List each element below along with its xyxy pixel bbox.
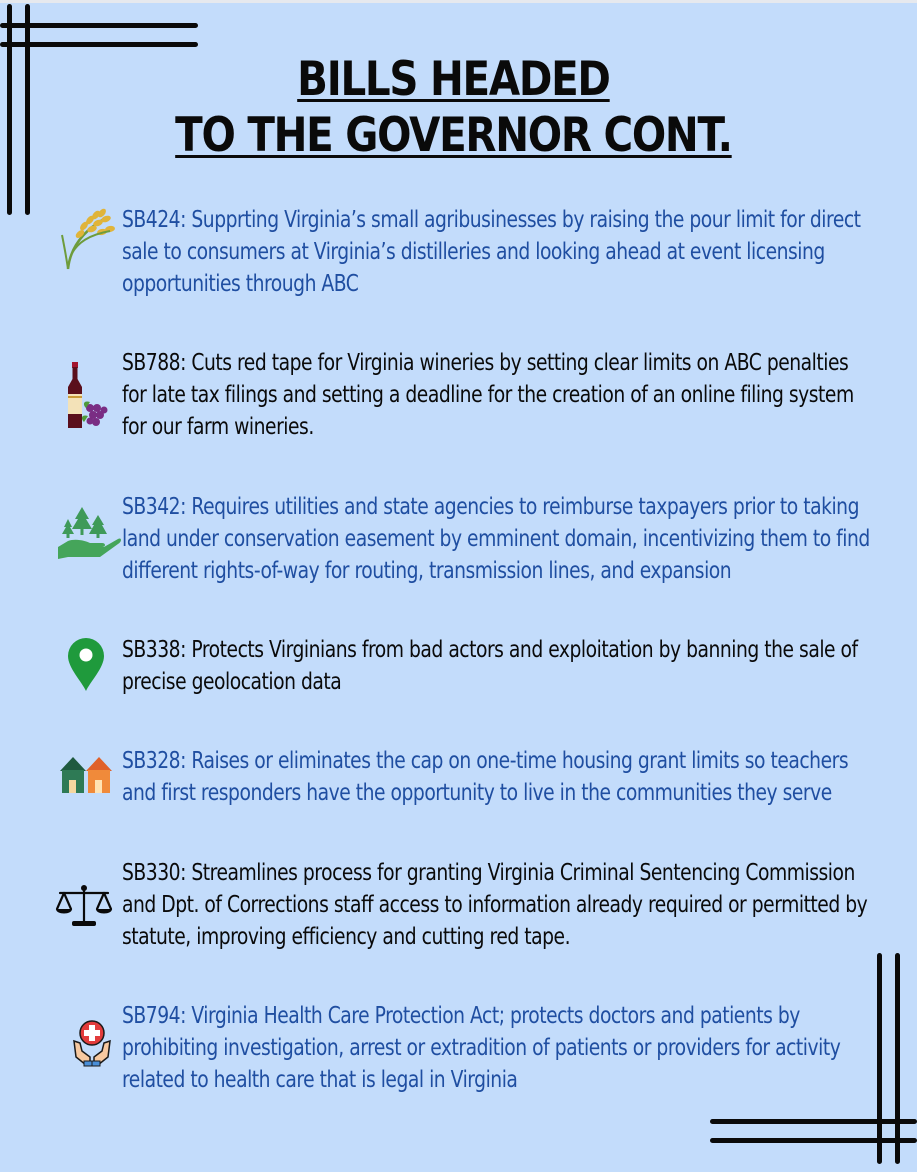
bill-text-line: prohibiting investigation, arrest or extradition of patients or providers for activity [122,1035,841,1061]
bill-text-line: SB328: Raises or eliminates the cap on one-time housing grant limits so teachers [122,748,849,774]
bill-text-line: sale to consumers at Virginia’s distilleries and looking ahead at event licensing [122,239,825,265]
bill-text-line: statute, improving efficiency and cutting red tape. [122,924,571,950]
page-title-line-2: TO THE GOVERNOR CONT. [175,108,732,163]
corner-line-horizontal [0,42,198,47]
bill-text-line: SB342: Requires utilities and state agencies to reimburse taxpayers prior to taking [122,494,859,520]
location-pin-icon [66,636,106,692]
wheat-icon [58,205,118,273]
bill-item-sb338 [122,634,858,698]
corner-line-horizontal [710,1119,917,1124]
bill-text-line: precise geolocation data [122,669,342,695]
corner-line-vertical [877,953,882,1164]
bill-item-sb794 [122,1000,841,1096]
top-strip [0,0,917,3]
scales-of-justice-icon [55,884,113,928]
bill-text-line: SB338: Protects Virginians from bad actors and exploitation by banning the sale of [122,637,858,663]
bill-item-sb424 [122,204,861,300]
bill-text-line: SB788: Cuts red tape for Virginia wineries by setting clear limits on ABC penalties [122,350,849,376]
bill-text-line: different rights-of-way for routing, transmission lines, and expansion [122,558,732,584]
corner-line-vertical [7,4,12,215]
bill-item-sb330 [122,857,868,953]
hand-trees-icon [56,505,122,561]
page-title-line-1: BILLS HEADED [297,52,610,107]
corner-line-horizontal [0,23,198,28]
bill-text-line: related to health care that is legal in Virginia [122,1067,518,1093]
bill-text-line: land under conservation easement by emminent domain, incentivizing them to find [122,526,870,552]
bill-text-line: and Dpt. of Corrections staff access to information already required or permitted by [122,892,868,918]
bill-text-line: for our farm wineries. [122,414,314,440]
houses-icon [59,756,113,794]
bill-text-line: SB794: Virginia Health Care Protection Act; protects doctors and patients by [122,1003,800,1029]
health-care-hands-icon [72,1019,112,1067]
bill-text-line: and first responders have the opportunity to live in the communities they serve [122,780,832,806]
corner-line-vertical [895,953,900,1164]
bill-text-line: opportunities through ABC [122,271,359,297]
wine-bottle-icon [64,362,108,430]
bill-item-sb328 [122,745,849,809]
corner-line-horizontal [710,1138,917,1143]
bill-item-sb342 [122,491,870,587]
bill-text-line: SB330: Streamlines process for granting Virginia Criminal Sentencing Commission [122,860,855,886]
corner-line-vertical [25,4,30,215]
bill-item-sb788 [122,347,854,443]
bill-text-line: for late tax filings and setting a deadline for the creation of an online filing system [122,382,854,408]
page-title [63,52,843,164]
bill-text-line: SB424: Supprting Virginia’s small agribusinesses by raising the pour limit for direct [122,207,861,233]
